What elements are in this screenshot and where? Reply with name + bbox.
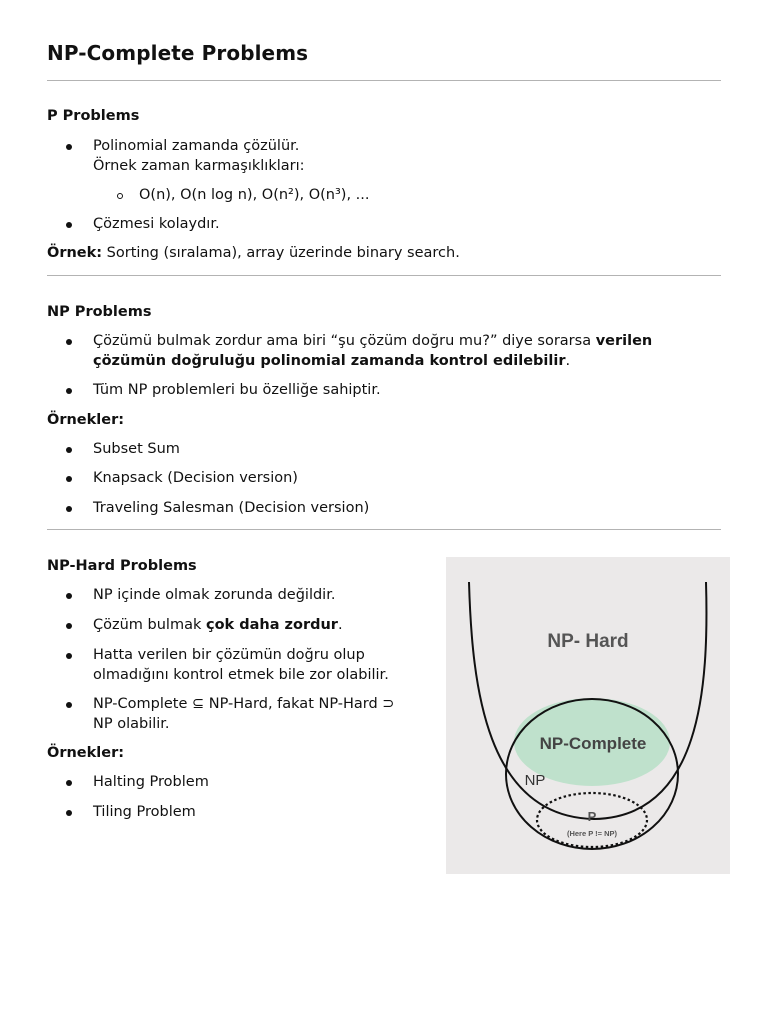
- np-bullet-2: Tüm NP problemleri bu özelliğe sahiptir.: [93, 382, 381, 398]
- bullet-marker: [66, 388, 72, 394]
- np-bullet-1-end: .: [565, 353, 571, 369]
- bullet-marker: [66, 144, 72, 150]
- nphard-bullet-2: [93, 615, 343, 635]
- bullet-marker: [66, 702, 72, 708]
- np-example-item: Subset Sum: [93, 441, 180, 457]
- p-label: P: [587, 809, 597, 824]
- np-complete-label: NP-Complete: [539, 734, 647, 753]
- np-label: NP: [524, 772, 546, 789]
- np-examples-label: Örnekler:: [47, 412, 125, 428]
- p-note: (Here P != NP): [566, 829, 618, 838]
- nphard-bullet-2-text: Çözüm bulmak: [93, 617, 206, 633]
- divider: [47, 529, 721, 530]
- bullet-marker: [66, 780, 72, 786]
- nphard-examples-label: Örnekler:: [47, 745, 125, 761]
- bullet-marker: [66, 623, 72, 629]
- page-title: NP-Complete Problems: [47, 41, 309, 65]
- p-bullet-1-line-1: Polinomial zamanda çözülür.: [93, 138, 300, 154]
- bullet-marker: [66, 810, 72, 816]
- section-heading-np-hard: NP-Hard Problems: [47, 558, 197, 574]
- p-example-label: Örnek:: [47, 245, 103, 261]
- nphard-bullet-4-line-2: NP olabilir.: [93, 716, 170, 732]
- nphard-bullet-1: NP içinde olmak zorunda değildir.: [93, 587, 336, 603]
- np-bullet-1-bold: verilen: [595, 333, 653, 349]
- section-heading-np: NP Problems: [47, 304, 152, 320]
- bullet-marker: [66, 506, 72, 512]
- nphard-example-item: Tiling Problem: [93, 804, 196, 820]
- np-example-item: Traveling Salesman (Decision version): [93, 500, 370, 516]
- bullet-marker: [66, 593, 72, 599]
- np-bullet-1-line-2: [93, 351, 570, 371]
- np-example-item: Knapsack (Decision version): [93, 470, 298, 486]
- venn-diagram-svg: [446, 557, 730, 874]
- p-example-text: Sorting (sıralama), array üzerinde binary search.: [102, 245, 460, 261]
- nphard-bullet-4-line-1: NP-Complete ⊆ NP-Hard, fakat NP-Hard ⊃: [93, 696, 395, 712]
- p-bullet-1-line-2: Örnek zaman karmaşıklıkları:: [93, 158, 305, 174]
- complexity-venn-diagram: [446, 557, 730, 874]
- p-example: [47, 243, 460, 263]
- np-bullet-1-text: Çözümü bulmak zordur ama biri “şu çözüm doğru mu?” diye sorarsa: [93, 333, 596, 349]
- section-heading-p: P Problems: [47, 108, 140, 124]
- bullet-marker: [66, 653, 72, 659]
- np-bullet-1-line-1: [93, 331, 652, 351]
- sub-bullet-marker: [117, 193, 123, 199]
- nphard-bullet-3-line-2: olmadığını kontrol etmek bile zor olabilir.: [93, 667, 389, 683]
- bullet-marker: [66, 447, 72, 453]
- bullet-marker: [66, 222, 72, 228]
- bullet-marker: [66, 339, 72, 345]
- divider: [47, 80, 721, 81]
- nphard-example-item: Halting Problem: [93, 774, 209, 790]
- nphard-bullet-2-bold: çok daha zordur: [205, 617, 338, 633]
- np-hard-label: NP- Hard: [547, 631, 629, 652]
- divider: [47, 275, 721, 276]
- bullet-marker: [66, 476, 72, 482]
- nphard-bullet-3-line-1: Hatta verilen bir çözümün doğru olup: [93, 647, 365, 663]
- p-sub-bullet: O(n), O(n log n), O(n²), O(n³), ...: [139, 187, 370, 203]
- nphard-bullet-2-end: .: [337, 617, 343, 633]
- p-bullet-2: Çözmesi kolaydır.: [93, 216, 220, 232]
- np-bullet-1-bold-2: çözümün doğruluğu polinomial zamanda kontrol edilebilir: [93, 353, 566, 369]
